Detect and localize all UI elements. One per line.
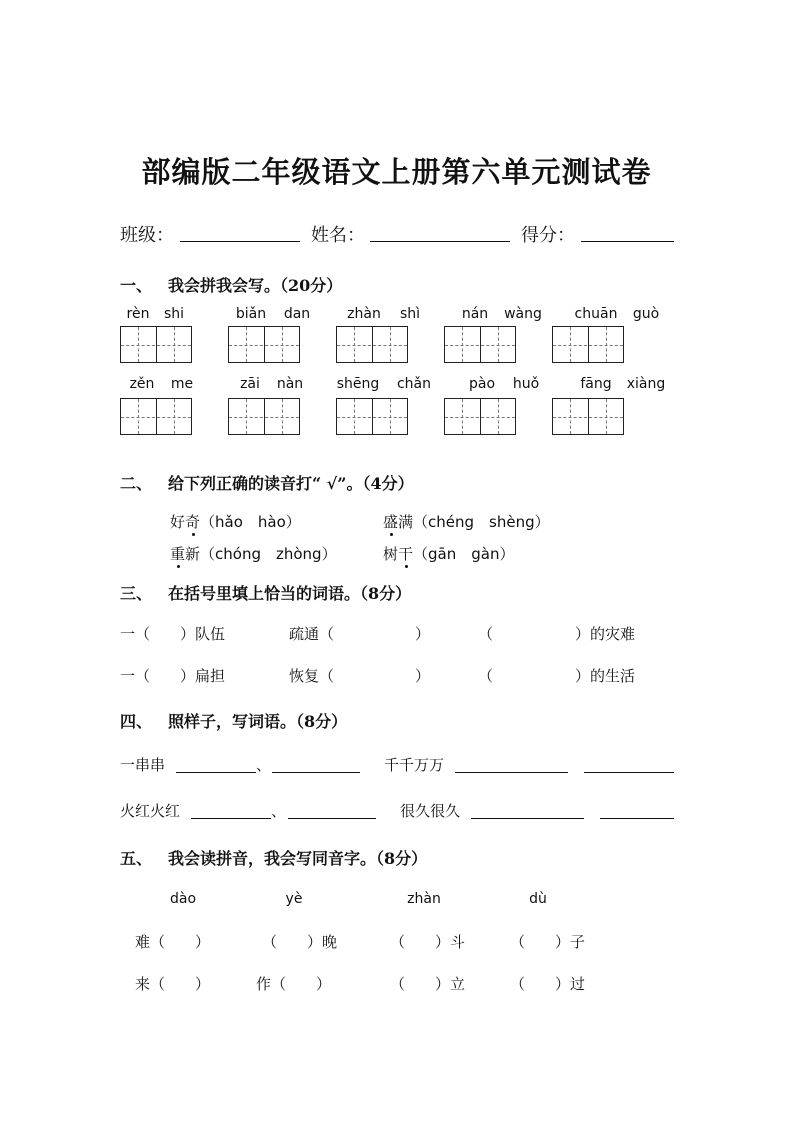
pinyin: zhàn [407,891,441,907]
fill-blank-close: ） [415,667,431,685]
item-char: 好 [170,513,186,531]
pinyin-options: （chéng shèng） [413,513,550,531]
homophone-blank[interactable]: 来（ ） [135,975,211,993]
answer-line[interactable] [272,772,360,773]
pinyin: nán [461,306,489,322]
answer-line[interactable] [584,772,674,773]
fill-blank-open[interactable]: （ [478,625,494,643]
section-5-heading [120,846,427,869]
section-number: 一、 [120,276,153,295]
pinyin: chǎn [396,376,432,392]
pronunciation-item[interactable] [383,543,514,564]
fill-blank-open[interactable]: 恢复（ [289,667,335,685]
writing-grid[interactable] [228,326,300,363]
separator: 、 [271,802,287,820]
pinyin-options: （chóng zhòng） [200,545,337,563]
answer-line[interactable] [288,818,376,819]
item-char: 新 [185,545,201,563]
answer-line[interactable] [471,818,584,819]
example-word: 火红火红 [120,802,181,820]
pinyin: rèn [126,306,150,322]
pinyin: dù [529,891,547,907]
section-number: 三、 [120,584,153,603]
item-char: 树 [383,545,399,563]
class-label: 班级： [120,225,174,246]
section-1-heading [120,273,342,296]
fill-blank-open[interactable]: （ [478,667,494,685]
pinyin: chuān [574,306,618,322]
class-field[interactable] [180,241,300,242]
answer-line[interactable] [176,772,256,773]
writing-grid[interactable] [120,326,192,363]
score-field[interactable] [581,241,674,242]
page-title: 部编版二年级语文上册第六单元测试卷 [141,155,652,189]
section-title: 照样子，写词语。（8分） [168,712,348,731]
pronunciation-item[interactable] [383,511,550,532]
pinyin: zěn [129,376,155,392]
pinyin: fāng [580,376,612,392]
section-3-heading [120,581,411,604]
writing-grid[interactable] [444,326,516,363]
pronunciation-item[interactable] [170,543,337,564]
example-word: 很久很久 [400,802,461,820]
pinyin-options: （gān gàn） [413,545,515,563]
answer-line[interactable] [600,818,674,819]
pinyin: wàng [504,306,542,322]
fill-blank[interactable]: 一（ ）队伍 [120,625,226,643]
pronunciation-item[interactable] [170,511,301,532]
example-word: 千千万万 [384,756,445,774]
pinyin: yè [285,891,303,907]
writing-grid[interactable] [336,398,408,435]
pinyin: dào [169,891,197,907]
homophone-blank[interactable]: （ ）过 [510,975,586,993]
pinyin: biǎn [235,306,267,322]
writing-grid[interactable] [444,398,516,435]
dotted-char: 干 [398,545,414,563]
homophone-blank[interactable]: （ ）斗 [390,933,466,951]
pinyin: dan [283,306,311,322]
name-field[interactable] [370,241,510,242]
homophone-blank[interactable]: 作（ ） [256,975,332,993]
section-title: 给下列正确的读音打“ √”。（4分） [168,474,414,493]
pinyin: zhàn [347,306,381,322]
fill-blank[interactable]: 一（ ）扁担 [120,667,226,685]
pinyin: guò [632,306,660,322]
section-title: 在括号里填上恰当的词语。（8分） [168,584,412,603]
pinyin: shì [399,306,421,322]
dotted-char: 奇 [185,513,201,531]
fill-blank-close: ）的生活 [575,667,636,685]
section-title: 我会拼我会写。（20分） [168,276,343,295]
section-title: 我会读拼音，我会写同音字。（8分） [168,849,428,868]
dotted-char: 重 [170,545,186,563]
pinyin: me [170,376,194,392]
answer-line[interactable] [191,818,271,819]
homophone-blank[interactable]: （ ）晚 [262,933,338,951]
separator: 、 [256,756,272,774]
writing-grid[interactable] [120,398,192,435]
example-word: 一串串 [120,756,166,774]
pinyin: shi [163,306,185,322]
section-number: 二、 [120,474,153,493]
homophone-blank[interactable]: （ ）子 [510,933,586,951]
name-label: 姓名： [311,225,365,246]
fill-blank-open[interactable]: 疏通（ [289,625,335,643]
section-number: 四、 [120,712,153,731]
pinyin: pào [468,376,496,392]
writing-grid[interactable] [228,398,300,435]
homophone-blank[interactable]: （ ）立 [390,975,466,993]
section-2-heading [120,471,414,494]
pinyin: huǒ [512,376,540,392]
homophone-blank[interactable]: 难（ ） [135,933,211,951]
item-char: 满 [398,513,414,531]
score-label: 得分： [521,225,575,246]
section-4-heading [120,709,347,732]
pinyin: zāi [240,376,260,392]
pinyin: xiàng [626,376,666,392]
writing-grid[interactable] [336,326,408,363]
writing-grid[interactable] [552,326,624,363]
pinyin: shēng [336,376,380,392]
writing-grid[interactable] [552,398,624,435]
section-number: 五、 [120,849,153,868]
fill-blank-close: ） [415,625,431,643]
dotted-char: 盛 [383,513,399,531]
pinyin: nàn [276,376,304,392]
answer-line[interactable] [455,772,568,773]
pinyin-options: （hǎo hào） [200,513,301,531]
fill-blank-close: ）的灾难 [575,625,636,643]
